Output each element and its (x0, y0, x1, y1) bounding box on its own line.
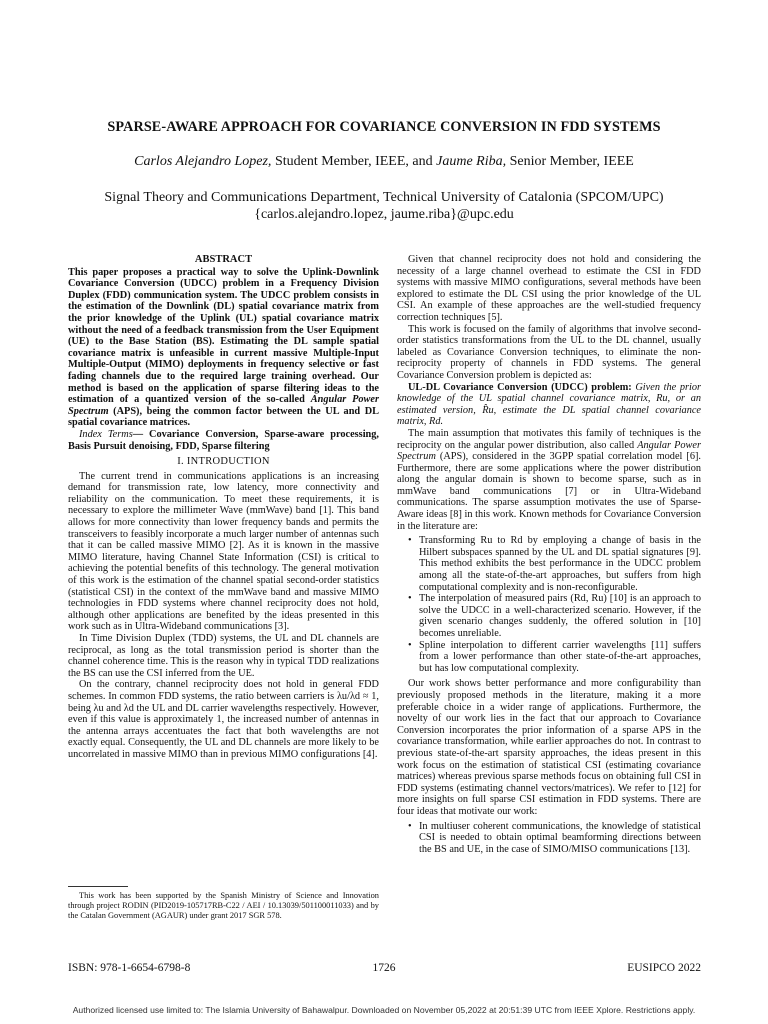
conference-name: EUSIPCO 2022 (627, 962, 701, 974)
intro-paragraph-1: The current trend in communications applications is an increasing demand for transmission rate, low latency, more connectivity and reliability on the communication. To meet these requirements, it is necessary to explore the millimeter Wave (mmWave) band [1]. This band allows for more connectivity than lower frequency bands and permits the transceivers to feasibly incorporate a much larger number of antennas such that it can be called massive MIMO [2]. As it is known in the massive MIMO literature, having Channel State Information (CSI) is critical to achieving the potential benefits of this technology. The general motivation of this work is the estimation of the channel spatial second-order statistics (statistical CSI) in the context of the mmWave band and massive MIMO technologies in FDD systems where channel reciprocity does not hold, although other applications are benefited by the ideas presented in this work such as in Ultra-Wideband communications [3]. (68, 470, 379, 633)
abstract-part-b: (APS), being the common factor between the UL and DL spatial covariance matrices. (68, 405, 379, 429)
isbn: ISBN: 978-1-6654-6798-8 (68, 962, 191, 974)
affiliation-email: {carlos.alejandro.lopez, jaume.riba}@upc.edu (254, 207, 514, 222)
index-terms-text: — Covariance Conversion, Sparse-aware processing, Basis Pursuit denoising, FDD, Sparse filtering (68, 428, 379, 452)
download-notice: Authorized licensed use limited to: The Islamia University of Bahawalpur. Downloaded on November 05,2022 at 20:51:39 UTC from IEEE Xplore. Restrictions apply. (72, 1005, 696, 1015)
right-paragraph-5: Our work shows better performance and more configurability than previously proposed methods in the literature, making it a more preferable choice in a wider range of applications. Furthermore, the novelty of our work lies in the fact that our approach to Covariance Conversion incorporates the prior information of a sparse APS in the covariance transformation, while earlier approaches do not. In contrast to previous state-of-the-art sparsity approaches, the ideas present in this work focus on the estimation of statistical CSI (estimating covariance matrices) whereas previous sparse methods focus on obtaining full CSI in FDD systems (estimating channel vectors/matrices). We refer to [12] for more insights on full sparse CSI estimation in FDD systems. There are four ideas that motivate our work: (397, 678, 701, 817)
methods-list (397, 535, 701, 674)
author-line (0, 154, 768, 170)
index-terms (68, 429, 379, 452)
section-heading-introduction: I. INTRODUCTION (177, 456, 270, 468)
r4-part-b: (APS), considered in the 3GPP spatial correlation model [6]. Furthermore, there are some applications where the power distribution along the angular domain is shown to become sparse, such as in mmWave band communications [7] or in Ultra-Wideband communications. The sparse assumption motivates the use of Sparse-Aware ideas [8] in this work. Known methods for Covariance Conversion in the literature are: (397, 451, 701, 532)
intro-paragraph-3 (68, 679, 379, 760)
list-item: • In multiuser coherent communications, the knowledge of statistical CSI is needed to obtain optimal beamforming directions between the BS and UE, in the case of SIMO/MISO communications [13]. (419, 821, 701, 856)
index-terms-label: Index Terms (79, 428, 133, 440)
abstract-heading: ABSTRACT (194, 254, 253, 265)
udcc-problem-label: UL-DL Covariance Conversion (UDCC) problem: (408, 381, 632, 393)
right-column (397, 254, 701, 859)
paper-title: SPARSE-AWARE APPROACH FOR COVARIANCE CONVERSION IN FDD SYSTEMS (107, 119, 661, 135)
abstract-part-a: This paper proposes a practical way to solve the Uplink-Downlink Covariance Conversion (UDCC) problem in a Frequency Division Duplex (FDD) communication system. The UDCC problem consists in the estimation of the Downlink (DL) spatial covariance matrix from the prior knowledge of the Uplink (UL) spatial covariance matrix without the need of a feedback transmission from the User Equipment (UE) to the Base Station (BS). Estimating the DL sample spatial covariance matrix is unfeasible in current massive Multiple-Input Multiple-Output (MIMO) deployments in frequency selective or fast fading channels due to the required large training overhead. Our method is based on the application of sparse filtering ideas to the estimation of a quantized version of the so-called (68, 266, 379, 406)
intro-p3-part-b: ≈ 1, being λu and λd the UL and DL carrier wavelengths respectively. However, even if this value is approximately 1, the increased number of antennas in the antenna arrays accentuates the fact that both wavelengths are not exactly equal. Consequently, the UL and DL channels are more likely to be uncorrelated in massive MIMO than in previous MIMO configurations [4]. (68, 690, 379, 760)
right-paragraph-2: This work is focused on the family of algorithms that involve second-order statistics transformations from the UL to the DL channel, usually labeled as Covariance Conversion techniques, to eliminate the non-reciprocity property of channels in FDD systems. The general Covariance Conversion problem is depicted as: (397, 323, 701, 381)
udcc-problem-statement (397, 382, 701, 428)
r4-part-a: The main assumption that motivates this family of techniques is the reciprocity on the angular power distribution, also called (397, 427, 701, 451)
funding-footnote-text: This work has been supported by the Spanish Ministry of Science and Innovation through project RODIN (PID2019-105717RB-C22 / AEI / 10.13039/501100011033) and by the Catalan Government (AGAUR) under grant 2017 SGR 578. (68, 891, 379, 920)
author-1-role: Student Member, IEEE, and (271, 154, 437, 169)
footnote-rule (68, 886, 128, 887)
abstract-emphasis: Angular Power Spectrum (68, 394, 379, 417)
funding-footnote (68, 891, 379, 921)
abstract-text (68, 267, 379, 429)
intro-p3-part-a: On the contrary, channel reciprocity does not hold in general FDD schemes. In common FDD systems, the ratio between carriers is (68, 679, 379, 702)
page-number: 1726 (372, 962, 396, 974)
motivation-list (397, 821, 701, 856)
wavelength-ratio: λu/λd (336, 690, 361, 702)
left-column (68, 254, 379, 761)
author-1-name: Carlos Alejandro Lopez, (134, 154, 272, 169)
affiliation (0, 189, 768, 223)
intro-paragraph-2: In Time Division Duplex (TDD) systems, the UL and DL channels are reciprocal, as long as the total transmission period is shorter than the channel coherence time. This is the reason why in typical TDD realizations the BS can use the CSI inferred from the UE. (68, 633, 379, 679)
right-paragraph-4 (397, 428, 701, 532)
author-2-role: Senior Member, IEEE (506, 154, 634, 169)
r4-emphasis: Angular Power Spectrum (397, 439, 701, 463)
list-item: • Spline interpolation to different carrier wavelengths [11] suffers from a lower performance than other state-of-the-art approaches, but has low computational complexity. (419, 640, 701, 675)
right-paragraph-1: Given that channel reciprocity does not hold and considering the necessity of a large channel overhead to estimate the CSI in FDD systems with massive MIMO configurations, several methods have been explored to estimate the DL CSI using the prior knowledge of the UL CSI. An example of these approaches are the well-studied frequency correction techniques [5]. (397, 254, 701, 323)
author-2-name: Jaume Riba, (436, 154, 507, 169)
affiliation-department: Signal Theory and Communications Department, Technical University of Catalonia (SPCOM/UPC) (104, 190, 664, 205)
udcc-problem-text: Given the prior knowledge of the UL spatial channel covariance matrix, Ru, or an estimated version, R̂u, estimate the DL spatial channel covariance matrix, Rd. (397, 381, 701, 428)
list-item: • The interpolation of measured pairs (Rd, Ru) [10] is an approach to solve the UDCC in a well-characterized scenario. However, if the given scenario changes suddenly, the offered solution in [10] becomes unreliable. (419, 593, 701, 639)
list-item: • Transforming Ru to Rd by employing a change of basis in the Hilbert subspaces spanned by the UL and DL spatial signatures [9]. This method exhibits the best performance in the UDCC problem among all the state-of-the-art approaches, but suffers from high computational complexity and is non-reconfigurable. (419, 535, 701, 593)
